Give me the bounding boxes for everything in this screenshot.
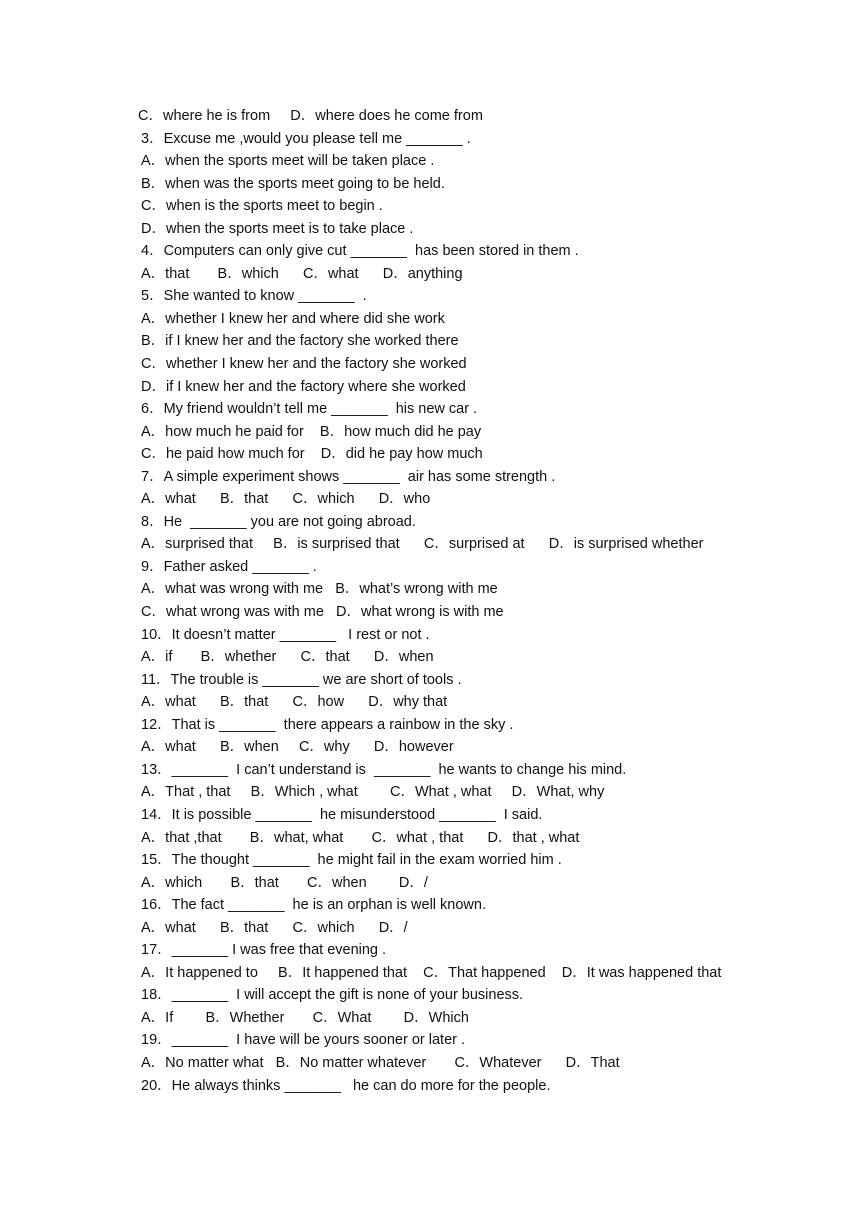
text-line: 8．He _______ you are not going abroad. <box>141 513 416 530</box>
exercise-lines <box>0 105 860 1097</box>
text-line: A．that ,that B．what, what C．what , that D．that , what <box>141 829 580 846</box>
text-line: 12．That is _______ there appears a rainbow in the sky . <box>141 716 514 733</box>
text-line: 6．My friend wouldn’t tell me _______ his new car . <box>141 401 478 418</box>
text-line: 19．_______ I have will be yours sooner or later . <box>141 1032 466 1049</box>
text-line: D．if I knew her and the factory where she worked <box>141 378 466 395</box>
text-line: A．No matter what B．No matter whatever C．Whatever D．That <box>141 1054 620 1071</box>
text-line: C．when is the sports meet to begin . <box>141 198 383 215</box>
text-line: 11．The trouble is _______ we are short of tools . <box>141 671 462 688</box>
text-line: C．where he is from D．where does he come from <box>138 108 483 124</box>
text-line: A．what B．that C．how D．why that <box>141 694 448 711</box>
text-line: A．when the sports meet will be taken place . <box>141 153 435 170</box>
text-line: A．whether I knew her and where did she work <box>141 310 445 327</box>
text-line: A．which B．that C．when D．/ <box>141 874 428 891</box>
text-line: A．how much he paid for B．how much did he pay <box>141 423 482 440</box>
text-line: B．if I knew her and the factory she worked there <box>141 333 459 350</box>
text-line: B．when was the sports meet going to be held. <box>141 175 445 192</box>
text-line: A．It happened to B．It happened that C．That happened D．It was happened that <box>141 964 722 981</box>
text-line: 16．The fact _______ he is an orphan is well known. <box>141 897 486 914</box>
text-line: A．what B．that C．which D．/ <box>141 919 408 936</box>
text-line: A．that B．which C．what D．anything <box>141 265 463 282</box>
text-line: C．he paid how much for D．did he pay how much <box>141 446 483 463</box>
text-line: 4．Computers can only give cut _______ has been stored in them . <box>141 243 579 260</box>
text-line: A．if B．whether C．that D．when <box>141 649 434 666</box>
text-line: 5．She wanted to know _______ . <box>141 288 367 305</box>
text-line: A．If B．Whether C．What D．Which <box>141 1009 469 1026</box>
text-line: 7．A simple experiment shows _______ air has some strength . <box>141 468 556 485</box>
text-line: A．what was wrong with me B．what’s wrong with me <box>141 581 498 598</box>
text-line: 3．Excuse me ,would you please tell me _______ . <box>141 130 471 147</box>
text-line: 17．_______ I was free that evening . <box>141 942 387 959</box>
text-line: 15．The thought _______ he might fail in the exam worried him . <box>141 852 562 869</box>
text-line: A．what B．that C．which D．who <box>141 491 431 508</box>
text-line: A．That , that B．Which , what C．What , what D．What, why <box>141 784 605 801</box>
text-line: 14．It is possible _______ he misunderstood _______ I said. <box>141 806 543 823</box>
text-line: 10．It doesn’t matter _______ I rest or not . <box>141 626 430 643</box>
text-line: D．when the sports meet is to take place . <box>141 220 414 237</box>
text-line: 18．_______ I will accept the gift is none of your business. <box>141 987 524 1004</box>
text-line: C．what wrong was with me D．what wrong is with me <box>141 604 504 621</box>
text-line: A．what B．when C．why D．however <box>141 739 454 756</box>
text-line: 9．Father asked _______ . <box>141 558 317 575</box>
text-line: A．surprised that B．is surprised that C．surprised at D．is surprised whether <box>141 536 704 553</box>
text-line: 20．He always thinks _______ he can do more for the people. <box>141 1077 551 1094</box>
text-line: 13．_______ I can’t understand is _______ he wants to change his mind. <box>141 761 627 778</box>
text-line: C．whether I knew her and the factory she worked <box>141 356 467 373</box>
